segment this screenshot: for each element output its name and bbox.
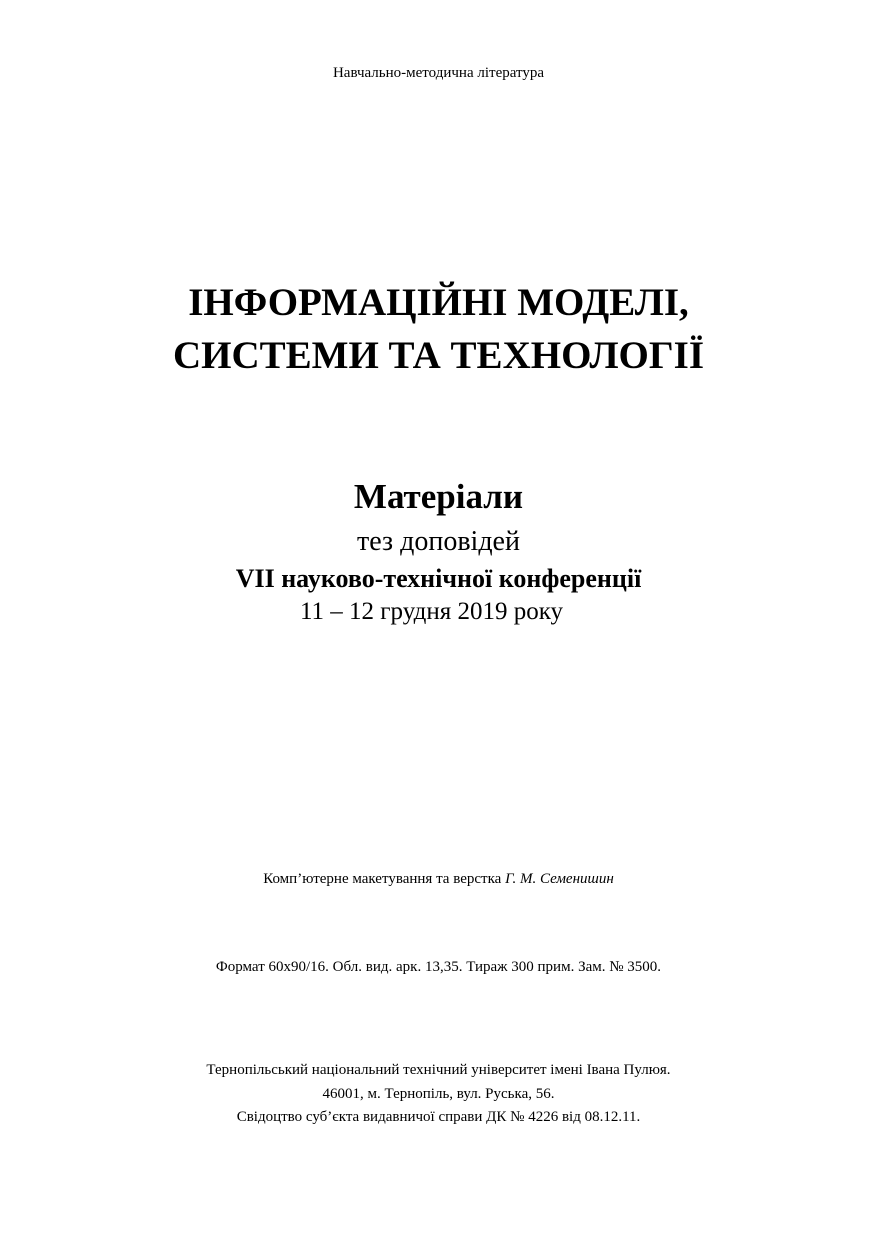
title-line-2: СИСТЕМИ ТА ТЕХНОЛОГІЇ [172, 334, 705, 377]
header-note: Навчально-методична література [332, 65, 545, 81]
publisher-name: Тернопільський національний технічний університет імені Івана Пулюя. [206, 1062, 671, 1078]
theses-line: тез доповідей [357, 526, 520, 557]
format-line: Формат 60х90/16. Обл. вид. арк. 13,35. Тираж 300 прим. Зам. № 3500. [215, 959, 662, 975]
layout-credits [0, 872, 877, 887]
materials-heading: Матеріали [353, 477, 524, 516]
publisher-address: 46001, м. Тернопіль, вул. Руська, 56. [322, 1086, 555, 1102]
credits-name: Г. М. Семенишин [505, 871, 614, 887]
conference-dates: 11 – 12 грудня 2019 року [299, 598, 564, 625]
conference-line: VII науково-технічної конференції [235, 564, 642, 593]
publisher-certificate: Свідоцтво суб’єкта видавничої справи ДК № 4226 від 08.12.11. [236, 1109, 641, 1125]
credits-label: Комп’ютерне макетування та верстка [263, 871, 506, 887]
title-line-1: ІНФОРМАЦІЙНІ МОДЕЛІ, [188, 281, 689, 324]
